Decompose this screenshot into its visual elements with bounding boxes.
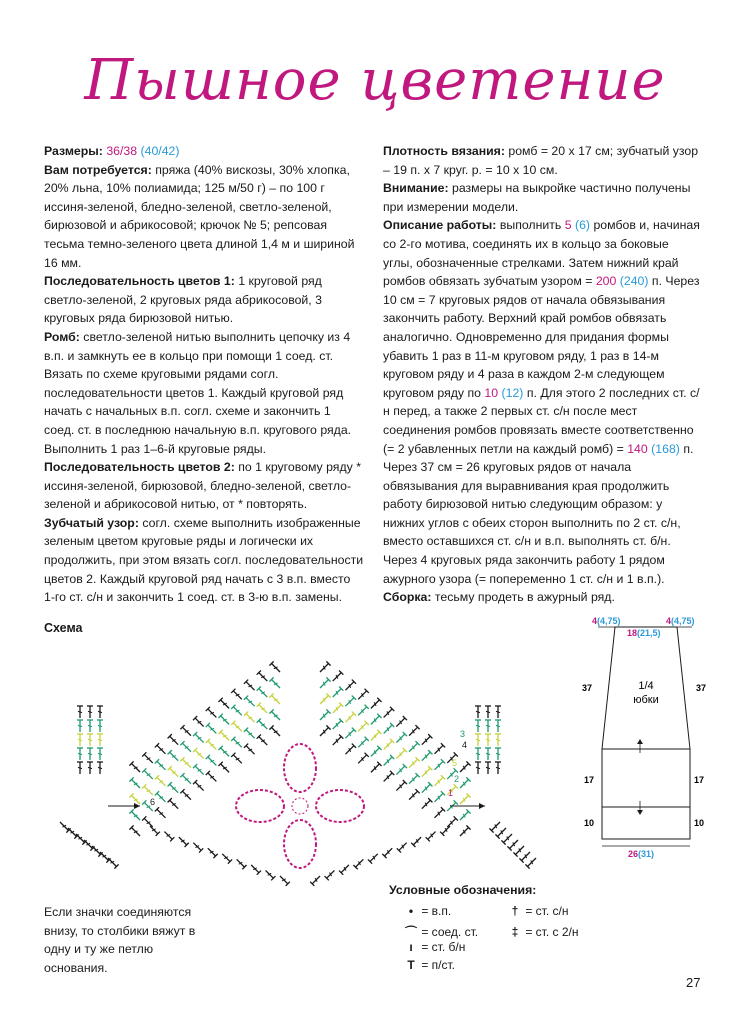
chart-stitch — [142, 768, 155, 781]
chart-stitch — [475, 720, 481, 732]
sizes-paragraph — [44, 142, 364, 161]
pattern-arrow-down-head — [637, 810, 643, 815]
pattern-bottom-val: 26 — [628, 849, 639, 859]
chart-stitch — [368, 852, 380, 864]
pattern-top-mid-alt: (21,5) — [637, 628, 661, 638]
legend-chain-text: = в.п. — [421, 904, 452, 918]
pattern-side-37-right: 37 — [696, 683, 707, 693]
chart-stitch — [369, 730, 382, 743]
chart-stitch — [331, 670, 344, 683]
chart-stitch — [343, 696, 356, 709]
pattern-top-mid-val: 18 — [627, 628, 638, 638]
chart-stitch — [407, 725, 420, 738]
description-value-2: 200 — [595, 274, 617, 289]
chart-stitch — [489, 820, 502, 833]
description-value-1b: (6) — [575, 218, 591, 233]
row-number-1: 1 — [448, 788, 454, 798]
chart-stitch — [142, 816, 155, 829]
zigzag-paragraph — [44, 514, 364, 607]
chart-stitch — [206, 771, 219, 784]
pattern-arrow-up-head — [637, 739, 643, 744]
zigzag-band-left — [58, 706, 119, 869]
chart-stitch — [193, 764, 206, 777]
chart-stitch — [445, 800, 458, 813]
rhomb-motif — [129, 661, 470, 886]
pattern-top-left-val: 4 — [592, 616, 598, 626]
chart-stitch — [310, 874, 322, 886]
chart-stitch — [331, 686, 344, 699]
chart-stitch — [180, 757, 193, 770]
chart-stitch — [87, 720, 93, 732]
chart-stitch — [495, 748, 501, 760]
chart-stitch — [142, 784, 155, 797]
chart-stitch — [249, 863, 261, 875]
chart-stitch — [90, 844, 103, 857]
chart-stitch — [129, 761, 142, 774]
chart-stitch — [168, 782, 181, 795]
pattern-bottom-alt: (31) — [638, 849, 655, 859]
pattern-top-left-alt: (4,75) — [597, 616, 621, 626]
chart-stitch — [407, 773, 420, 786]
chart-stitch — [458, 761, 471, 774]
legend-slip-icon: ⌒ — [404, 925, 417, 939]
chart-stitch — [318, 661, 331, 674]
chart-stitch — [525, 856, 538, 869]
assembly-label: Сборка: — [383, 590, 432, 605]
chart-stitch — [66, 826, 79, 839]
chart-stitch — [193, 780, 206, 793]
description-paragraph — [383, 216, 701, 588]
chart-stitch — [407, 741, 420, 754]
chart-stitch — [339, 863, 351, 875]
chart-stitch — [519, 850, 532, 863]
motif-petal — [284, 744, 316, 792]
rhomb-text: светло-зеленой нитью выполнить цепочку из 4 в.п. и замкнуть ее в кольцо при помощи 1 соед. ст. Вязать по схеме круговыми рядами согл. последовательности цветов 1. Каждый круговой ряд начать с начальных в.п. согл. схеме и закончить 1 соед. ст. в последнюю начальную в.п. кругового ряда. Выполнить 1 раз 1–6-й круговые ряды. — [44, 329, 352, 456]
chart-stitch — [77, 762, 83, 774]
chart-stitch — [432, 791, 445, 804]
chart-stitch — [193, 732, 206, 745]
chart-stitch — [331, 718, 344, 731]
left-column — [44, 142, 364, 607]
chart-stitch — [353, 857, 365, 869]
chart-stitch — [231, 689, 244, 702]
skirt-pattern — [582, 615, 732, 860]
chart-stitch — [162, 829, 174, 841]
chart-stitch — [257, 702, 270, 715]
chart-stitch — [269, 709, 282, 722]
chart-stitch — [458, 825, 471, 838]
pattern-band-10 — [602, 807, 690, 839]
pattern-label-2: юбки — [633, 694, 659, 706]
pattern-top-right-alt: (4,75) — [671, 616, 695, 626]
chart-stitch — [458, 793, 471, 806]
sizes-label: Размеры: — [44, 144, 103, 158]
chart-stitch — [82, 838, 95, 851]
chart-stitch — [475, 706, 481, 718]
pattern-side-17-left: 17 — [584, 775, 595, 785]
gauge-paragraph — [383, 142, 701, 179]
legend-title: Условные обозначения: — [389, 883, 537, 897]
chart-stitch — [193, 748, 206, 761]
description-value-1: 5 — [564, 218, 572, 233]
chart-stitch — [394, 780, 407, 793]
pattern-side-37-left: 37 — [582, 683, 593, 693]
description-value-3b: (12) — [501, 385, 524, 400]
motif-petal — [316, 790, 364, 822]
chart-stitch — [325, 868, 337, 880]
chart-stitch — [87, 748, 93, 760]
chart-stitch — [432, 807, 445, 820]
chart-stitch — [269, 693, 282, 706]
chart-stitch — [356, 705, 369, 718]
chart-stitch — [407, 789, 420, 802]
description-text-1: выполнить — [499, 218, 562, 233]
pattern-label-1: 1/4 — [638, 680, 654, 692]
chart-stitch — [278, 874, 290, 886]
legend-tr-icon: ‡ — [511, 925, 519, 939]
chart-stitch — [231, 705, 244, 718]
chart-stitch — [382, 771, 395, 784]
pattern-band-17 — [602, 749, 690, 807]
chart-stitch — [180, 773, 193, 786]
colors1-label: Последовательность цветов 1: — [44, 274, 235, 289]
zigzag-text: согл. схеме выполнить изображенные зеленым цветом круговые ряды и логически их продолжить, при этом вязать согл. последовательности цветов 2. Каждый круговой ряд начать с 3 в.п. вместо 1-го ст. с/н и закончить 1 соед. ст. в 3-ю в.п. замены. — [44, 515, 364, 605]
chart-stitch — [193, 716, 206, 729]
legend-dc-text: = ст. с/н — [525, 904, 569, 918]
chart-stitch — [155, 791, 168, 804]
chart-stitch — [218, 746, 231, 759]
attention-label: Внимание: — [383, 181, 449, 196]
description-value-2b: (240) — [619, 274, 649, 289]
chart-stitch — [155, 759, 168, 772]
chart-stitch — [318, 677, 331, 690]
chart-stitch — [74, 832, 87, 845]
join-arrow-right — [450, 803, 485, 809]
chart-stitch — [129, 809, 142, 822]
description-text-3: п. Через 10 см = 7 круговых рядов от начала обвязывания закончить работу. Верхний край ромбов обвязать аналогично. Одновременно для придания формы убавить 1 раз в 11-м круговом ряду, 1 раз в 14-м круговом ряду и 4 раза в каждом 2-м следующем круговом ряду по — [383, 274, 700, 400]
chart-stitch — [206, 739, 219, 752]
chart-stitch — [168, 798, 181, 811]
chart-stitch — [458, 809, 471, 822]
zigzag-band-right — [475, 706, 538, 869]
legend-tr — [508, 925, 579, 939]
colors1-text: 1 круговой ряд светло-зеленой, 2 круговых ряда абрикосовой, 3 круговых ряда бирюзовой нитью. — [44, 274, 322, 326]
gauge-text: ромб = 20 х 17 см; зубчатый узор – 19 п. х 7 круг. р. = 10 х 10 см. — [383, 144, 699, 177]
chart-stitch — [485, 720, 491, 732]
chart-stitch — [318, 725, 331, 738]
chart-stitch — [356, 721, 369, 734]
chart-stitch — [343, 744, 356, 757]
chart-stitch — [180, 741, 193, 754]
chart-stitch — [77, 720, 83, 732]
chart-stitch — [244, 680, 257, 693]
legend-sc — [404, 940, 465, 954]
colors2-paragraph — [44, 458, 364, 514]
chart-stitch — [475, 762, 481, 774]
chart-stitch — [218, 762, 231, 775]
chart-stitch — [445, 816, 458, 829]
chart-stitch — [231, 737, 244, 750]
chart-stitch — [97, 762, 103, 774]
chart-stitch — [432, 743, 445, 756]
chart-stitch — [369, 714, 382, 727]
chart-stitch — [269, 725, 282, 738]
chart-stitch — [97, 720, 103, 732]
chart-stitch — [343, 680, 356, 693]
chart-stitch — [432, 759, 445, 772]
row-number-3: 3 — [460, 729, 466, 739]
chart-stitch — [356, 753, 369, 766]
chart-stitch — [485, 762, 491, 774]
legend-slip-text: = соед. ст. — [421, 925, 479, 939]
chart-stitch — [485, 706, 491, 718]
legend-dc — [508, 904, 568, 918]
colors2-label: Последовательность цветов 2: — [44, 460, 235, 475]
legend-hdc-icon: T — [407, 958, 415, 972]
chart-stitch — [501, 832, 514, 845]
description-label: Описание работы: — [383, 218, 497, 233]
pattern-top-left — [592, 616, 621, 626]
assembly-text: тесьму продеть в ажурный ряд. — [434, 590, 615, 605]
chart-stitch — [369, 762, 382, 775]
schema-label: Схема — [44, 621, 83, 635]
chart-stitch — [397, 841, 409, 853]
page-title: Пышное цветение — [84, 48, 666, 113]
chart-stitch — [155, 743, 168, 756]
chart-stitch — [180, 725, 193, 738]
description-value-4b: (168) — [651, 441, 680, 456]
chart-stitch — [177, 835, 189, 847]
chart-stitch — [495, 826, 508, 839]
chart-stitch — [218, 714, 231, 727]
chart-stitch — [244, 744, 257, 757]
chart-stitch — [244, 712, 257, 725]
chart-stitch — [168, 734, 181, 747]
chart-stitch — [369, 746, 382, 759]
chart-stitch — [97, 748, 103, 760]
chart-stitch — [77, 748, 83, 760]
legend-chain-icon: • — [408, 904, 414, 918]
row-number-4: 4 — [462, 740, 468, 750]
legend-sc-icon: ı — [409, 940, 413, 954]
colors1-paragraph — [44, 272, 364, 328]
chart-stitch — [394, 764, 407, 777]
chart-stitch — [220, 852, 232, 864]
motif-petal — [236, 790, 284, 822]
chart-stitch — [97, 734, 103, 746]
page-number: 27 — [686, 975, 701, 990]
chart-stitch — [231, 721, 244, 734]
chart-stitch — [155, 775, 168, 788]
chart-stitch — [77, 734, 83, 746]
colors2-text: по 1 круговому ряду * иссиня-зеленой, бирюзовой, бледно-зеленой, светло-зеленой и абрикосовой нитью, от * повторять. — [44, 460, 361, 512]
chart-note: Если значки соединяются внизу, то столбики вяжут в одну и ту же петлю основания. — [44, 905, 196, 975]
description-text-5: п. Через 37 см = 26 круговых рядов от начала обвязывания для выравнивания края продолжить работу бирюзовой нитью следующим образом: у нижних углов с обеих сторон выполнить по 2 ст. с/н, вместо оставшихся ст. с/н и в.п. выполнять ст. б/н. Через 4 круговых ряда закончить работу 1 рядом ажурного узора (= попеременно 1 ст. с/н и 1 в.п.). — [383, 441, 694, 586]
chart-stitch — [432, 775, 445, 788]
chart-stitch — [382, 723, 395, 736]
attention-text: размеры на выкройке частично получены при измерении модели. — [383, 181, 691, 214]
materials-paragraph — [44, 161, 364, 273]
chart-stitch — [97, 706, 103, 718]
description-text-2: ромбов и, начиная со 2-го мотива, соединять их в кольцо за боковые углы, обозначенные стрелками. Затем нижний край ромбов обвязать зубчатым узором = — [383, 218, 700, 289]
join-arrow-left — [108, 803, 140, 809]
pattern-side-10-right: 10 — [694, 818, 705, 828]
pattern-side-10-left: 10 — [584, 818, 595, 828]
pattern-top-mid — [627, 628, 661, 638]
chart-stitch — [180, 789, 193, 802]
legend-dc-icon: † — [511, 904, 519, 918]
chart-stitch — [168, 750, 181, 763]
chart-stitch — [420, 734, 433, 747]
rhomb-paragraph — [44, 328, 364, 458]
description-value-4: 140 — [627, 441, 648, 456]
chart-stitch — [407, 757, 420, 770]
chart-stitch — [394, 716, 407, 729]
description-value-3: 10 — [484, 385, 499, 400]
chart-stitch — [318, 709, 331, 722]
chart-stitch — [257, 686, 270, 699]
legend-slip — [404, 923, 478, 940]
pattern-top-right-val: 4 — [666, 616, 672, 626]
sizes-value-a: 36/38 — [106, 144, 138, 158]
crochet-chart — [0, 600, 560, 890]
chart-stitch — [218, 698, 231, 711]
gauge-label: Плотность вязания: — [383, 144, 505, 158]
chart-stitch — [269, 661, 282, 674]
chart-stitch — [206, 707, 219, 720]
chart-stitch — [168, 766, 181, 779]
chart-stitch — [369, 698, 382, 711]
chart-stitch — [129, 825, 142, 838]
chart-stitch — [231, 753, 244, 766]
chart-stitch — [420, 766, 433, 779]
description-text-4: п. Для этого 2 последних ст. с/н перед, а также 2 первых ст. с/н после мест соединения ромбов провязать вместе соответственно (= 2 убавленных петли на каждый ромб) = — [383, 385, 700, 456]
chart-stitch — [475, 748, 481, 760]
legend-sc-text: = ст. б/н — [421, 940, 466, 954]
sizes-value-b: (40/42) — [140, 144, 180, 158]
chart-stitch — [382, 707, 395, 720]
chart-stitch — [485, 734, 491, 746]
chart-stitch — [98, 850, 111, 863]
chart-stitch — [382, 755, 395, 768]
chart-stitch — [191, 841, 203, 853]
chart-stitch — [318, 693, 331, 706]
chart-stitch — [269, 677, 282, 690]
pattern-top-right — [666, 616, 695, 626]
chart-stitch — [343, 728, 356, 741]
chart-stitch — [206, 723, 219, 736]
motif-petal — [284, 820, 316, 868]
chart-stitch — [155, 807, 168, 820]
chart-stitch — [87, 734, 93, 746]
chart-stitch — [495, 720, 501, 732]
rhomb-label: Ромб: — [44, 329, 80, 344]
chart-stitch — [257, 670, 270, 683]
chart-stitch — [244, 696, 257, 709]
chart-stitch — [485, 748, 491, 760]
zigzag-label: Зубчатый узор: — [44, 515, 139, 530]
chart-stitch — [257, 718, 270, 731]
chart-stitch — [106, 856, 119, 869]
row-number-5: 5 — [452, 758, 458, 768]
chart-stitch — [513, 844, 526, 857]
row-number-6: 6 — [150, 797, 156, 807]
chart-stitch — [394, 732, 407, 745]
legend-hdc-text: = п/ст. — [421, 958, 456, 972]
chart-stitch — [507, 838, 520, 851]
attention-paragraph — [383, 179, 701, 216]
motif-center-ring — [292, 798, 308, 814]
chart-stitch — [420, 782, 433, 795]
chart-stitch — [87, 706, 93, 718]
chart-stitch — [420, 798, 433, 811]
row-number-2: 2 — [454, 774, 460, 784]
legend-tr-text: = ст. с 2/н — [525, 925, 579, 939]
chart-stitch — [343, 712, 356, 725]
chart-stitch — [87, 762, 93, 774]
chart-stitch — [218, 730, 231, 743]
chart-stitch — [420, 750, 433, 763]
chart-stitch — [235, 857, 247, 869]
pattern-side-17-right: 17 — [694, 775, 705, 785]
chart-stitch — [148, 824, 160, 836]
chart-stitch — [331, 702, 344, 715]
chart-stitch — [495, 706, 501, 718]
chart-stitch — [257, 734, 270, 747]
chart-stitch — [129, 777, 142, 790]
chart-stitch — [426, 829, 438, 841]
chart-stitch — [142, 752, 155, 765]
chart-stitch — [244, 728, 257, 741]
materials-text: пряжа (40% вискозы, 30% хлопка, 20% льна, 10% полиамида; 125 м/50 г) – по 100 г иссиня-зеленой, бледно-зеленой, светло-зеленой, бирюзовой и абрикосовой; крючок № 5; репсовая тесьма темно-зеленого цвета длиной 1,4 м и шириной 16 мм. — [44, 162, 355, 270]
pattern-bottom — [628, 849, 654, 859]
chart-stitch — [58, 820, 71, 833]
right-column — [383, 142, 701, 607]
chart-stitch — [382, 846, 394, 858]
chart-stitch — [475, 734, 481, 746]
chart-stitch — [458, 777, 471, 790]
chart-stitch — [206, 755, 219, 768]
chart-stitch — [356, 737, 369, 750]
chart-stitch — [495, 734, 501, 746]
chart-stitch — [411, 835, 423, 847]
chart-stitch — [495, 762, 501, 774]
chart-stitch — [263, 868, 275, 880]
legend-chain — [404, 904, 451, 918]
chart-stitch — [440, 824, 452, 836]
chart-stitch — [356, 689, 369, 702]
chart-stitch — [331, 734, 344, 747]
materials-label: Вам потребуется: — [44, 162, 152, 177]
legend-hdc — [404, 958, 455, 972]
chart-stitch — [394, 748, 407, 761]
chart-stitch — [206, 846, 218, 858]
chart-stitch — [382, 739, 395, 752]
chart-stitch — [77, 706, 83, 718]
